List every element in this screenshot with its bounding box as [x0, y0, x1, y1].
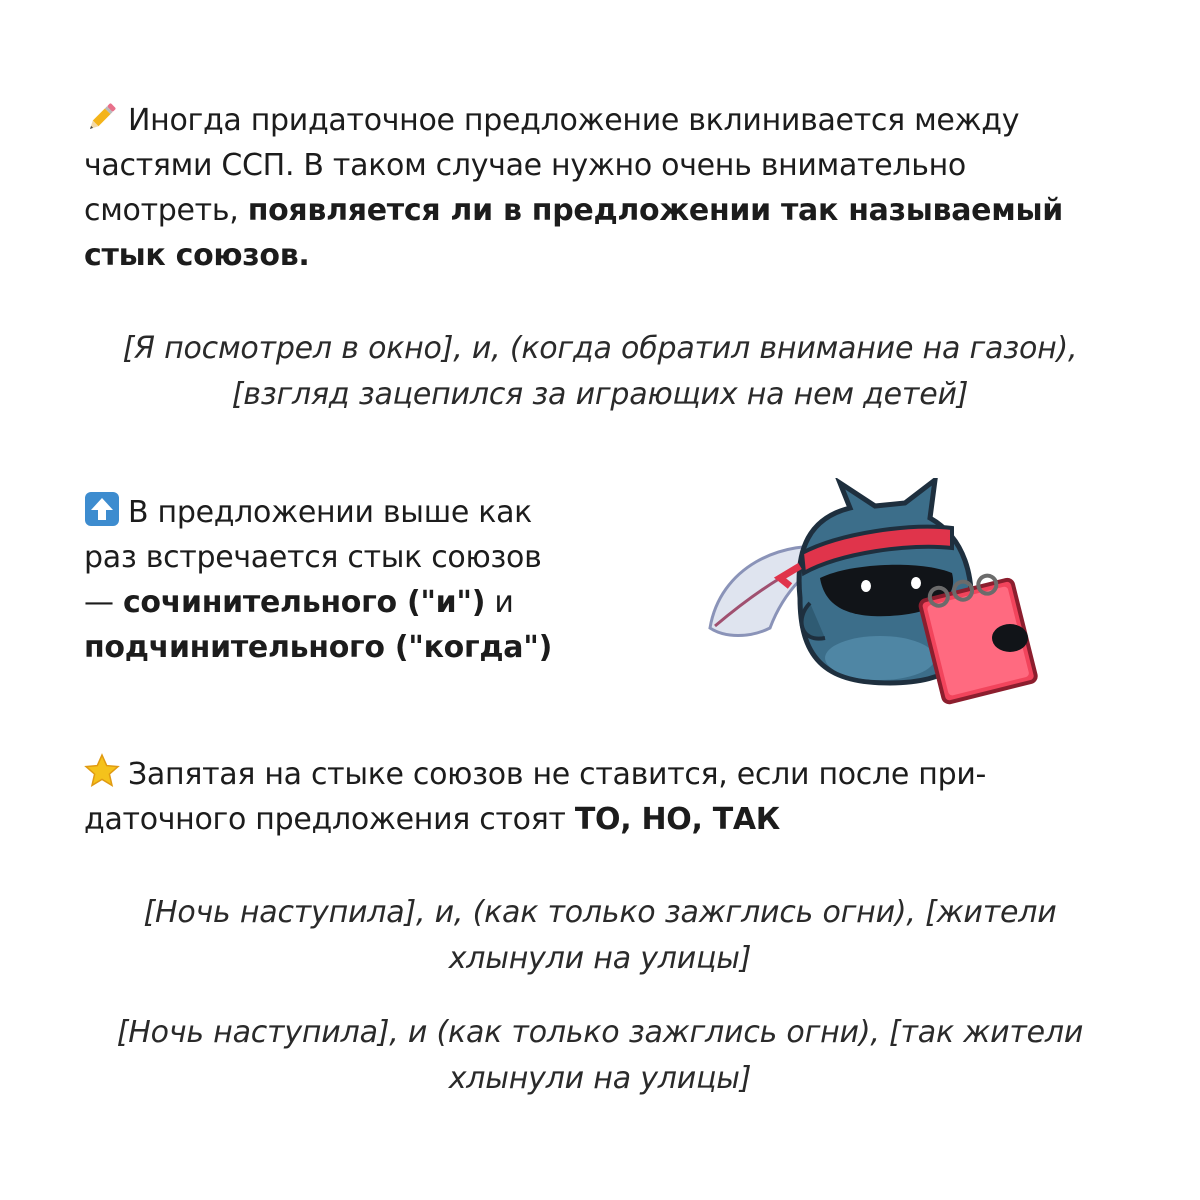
- junction-and: и: [485, 585, 514, 620]
- rule-paragraph: [84, 752, 1124, 842]
- example-3-line-2: хлынули на улицы]: [448, 1061, 752, 1096]
- example-2-line-1: [Ночь наступила], и, (как только зажглись огни), [жители: [143, 895, 1057, 930]
- junction-paragraph: [84, 490, 664, 670]
- intro-line-3-bold: появляется ли в предложении так называемый: [247, 193, 1063, 228]
- pencil-icon: [84, 99, 120, 135]
- junction-line-2: раз встречается стык союзов: [84, 540, 542, 575]
- star-icon: [84, 753, 120, 789]
- intro-line-2: частями ССП. В таком случае нужно очень внимательно: [84, 148, 966, 183]
- junction-coordinating-conjunction: сочинительного ("и"): [122, 585, 486, 620]
- junction-dash: —: [84, 585, 123, 620]
- example-3-line-1: [Ночь наступила], и (как только зажглись огни), [так жители: [116, 1015, 1084, 1050]
- example-2-line-2: хлынули на улицы]: [448, 941, 752, 976]
- intro-line-1: Иногда придаточное предложение вклинивается между: [128, 103, 1020, 138]
- ninja-cat-with-quill-and-notebook-icon: [690, 478, 1050, 708]
- example-1-line-1: [Я посмотрел в окно], и, (когда обратил внимание на газон),: [122, 331, 1078, 366]
- rule-conjunctions: ТО, НО, ТАК: [574, 802, 781, 837]
- example-sentence-2: [60, 890, 1140, 982]
- intro-line-3-plain: смотреть,: [84, 193, 248, 228]
- example-sentence-3: [60, 1010, 1140, 1102]
- rule-line-1: Запятая на стыке союзов не ставится, если после при-: [128, 757, 987, 792]
- example-sentence-1: [60, 326, 1140, 418]
- junction-line-1: В предложении выше как: [128, 495, 532, 530]
- example-1-line-2: [взгляд зацепился за играющих на нем детей]: [231, 377, 969, 412]
- junction-subordinating-conjunction: подчинительного ("когда"): [84, 630, 552, 665]
- intro-paragraph: [84, 98, 1124, 278]
- rule-line-2-plain: даточного предложения стоят: [84, 802, 575, 837]
- intro-line-4-bold: стык союзов.: [84, 238, 310, 273]
- up-arrow-icon: [84, 491, 120, 527]
